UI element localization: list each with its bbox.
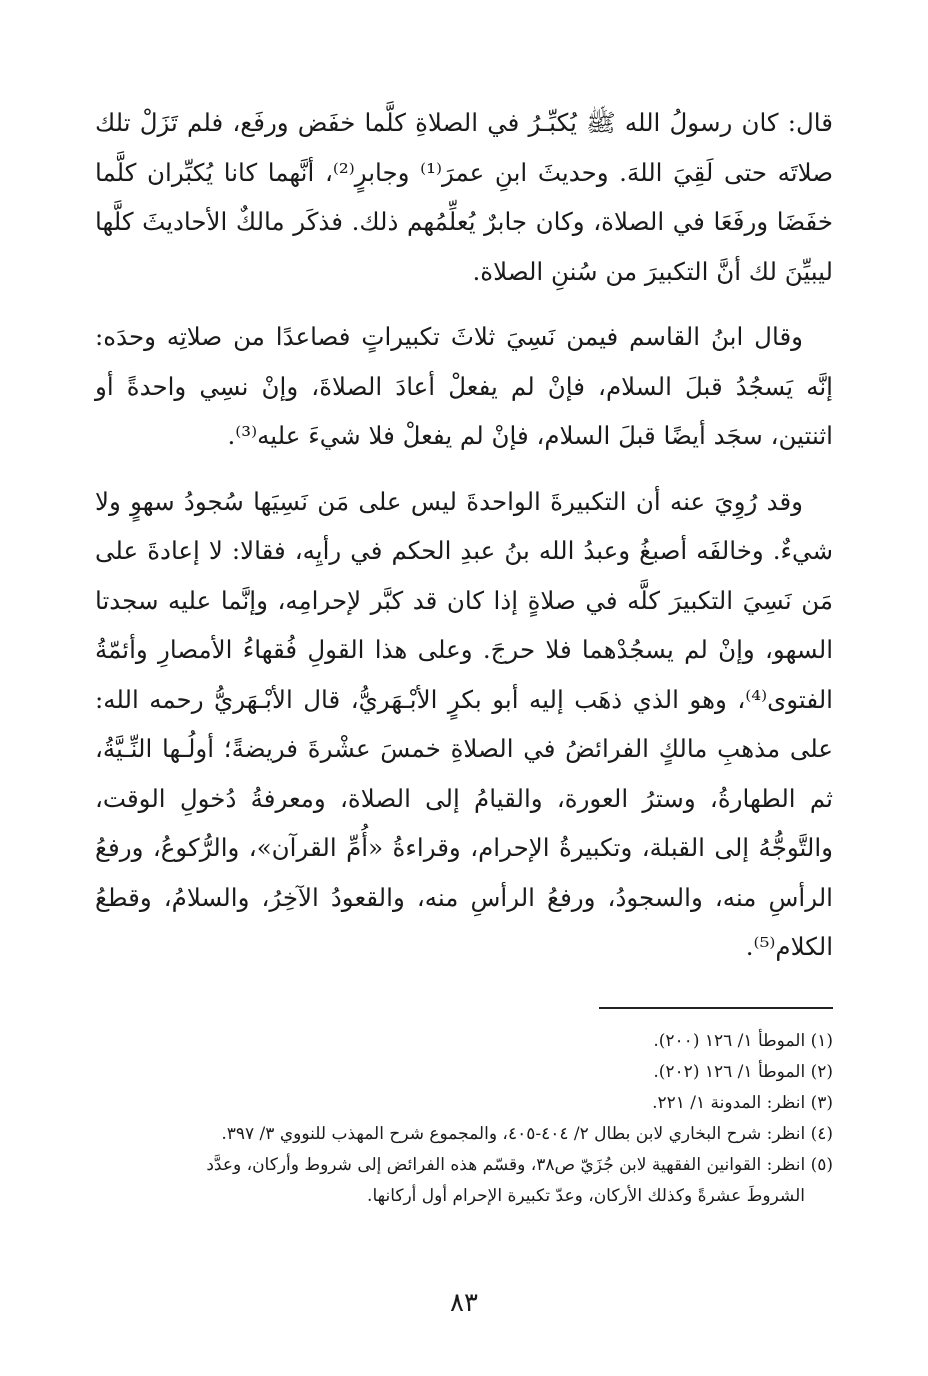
footnote-1: (١) الموطأ ١/ ١٢٦ (٢٠٠). [653, 1031, 833, 1051]
paragraph-2: وقال ابنُ القاسم فيمن نَسِيَ ثلاثَ تكبيراتٍ فصاعدًا من صلاتِه وحدَه: إنَّه يَسجُدُ قبلَ السلام، فإنْ لم يفعلْ أعادَ الصلاةَ، وإنْ نسِي واحدةً أو اثنتين، سجَد أيضًا قبلَ السلام، فإنْ لم يفعلْ فلا شيءَ عليه⁽³⁾. [95, 322, 833, 450]
page-number: ٨٣ [450, 1288, 478, 1318]
footnote-3: (٣) انظر: المدونة ١/ ٢٢١. [652, 1093, 833, 1113]
footnote-2: (٢) الموطأ ١/ ١٢٦ (٢٠٢). [653, 1062, 833, 1082]
footnotes [95, 1026, 833, 1212]
footnote-divider [599, 1007, 833, 1009]
footnote-4: (٤) انظر: شرح البخاري لابن بطال ٢/ ٤٠٤-٤٠٥، والمجموع شرح المهذب للنووي ٣/ ٣٩٧. [221, 1124, 833, 1144]
paragraph-1: قال: كان رسولُ الله ﷺ يُكبِّـرُ في الصلاةِ كلَّما خفَض ورفَع، فلم تَزَلْ تلك صلاتَه حتى لَقِيَ اللهَ. وحديثَ ابنِ عمرَ⁽¹⁾ وجابرٍ⁽²⁾، أنَّهما كانا يُكبِّران كلَّما خفَضَا ورفَعَا في الصلاة، وكان جابرٌ يُعلِّمُهم ذلك. فذكَر مالكٌ الأحاديثَ كلَّها ليبيِّنَ لك أنَّ التكبيرَ من سُننِ الصلاة. [95, 108, 833, 286]
paragraph-3: وقد رُوِيَ عنه أن التكبيرةَ الواحدةَ ليس على مَن نَسِيَها سُجودُ سهوٍ ولا شيءٌ. وخالفَه أصبغُ وعبدُ الله بنُ عبدِ الحكم في رأيِه، فقالا: لا إعادةَ على مَن نَسِيَ التكبيرَ كلَّه في صلاةٍ إذا كان قد كبَّر لإحرامِه، وإنَّما عليه سجدتا السهو، وإنْ لم يسجُدْهما فلا حرجَ. وعلى هذا القولِ فُقهاءُ الأمصارِ وأئمّةُ الفتوى⁽⁴⁾، وهو الذي ذهَب إليه أبو بكرٍ الأبْـهَريُّ، قال الأبْـهَريُّ رحمه الله: على مذهبِ مالكٍ الفرائضُ في الصلاةِ خمسَ عشْرةَ فريضةً؛ أولُـها النِّـيَّةُ، ثم الطهارةُ، وسترُ العورة، والقيامُ إلى الصلاة، ومعرفةُ دُخولِ الوقت، والتَّوجُّهُ إلى القبلة، وتكبيرةُ الإحرام، وقراءةُ «أُمِّ القرآن»، والرُّكوعُ، ورفعُ الرأسِ منه، والسجودُ، ورفعُ الرأسِ منه، والقعودُ الآخِرُ، والسلامُ، وقطعُ الكلام⁽⁵⁾. [95, 486, 833, 961]
footnote-5-line-2: الشروطَ عشرةً وكذلك الأركان، وعدّ تكبيرة الإحرام أول أركانها. [367, 1186, 805, 1206]
footnote-5-line-1: (٥) انظر: القوانين الفقهية لابن جُزَيّ ص٣٨، وقسّم هذه الفرائض إلى شروط وأركان، وعدَّد [206, 1155, 833, 1175]
footnote-5 [95, 1150, 833, 1212]
main-text [95, 98, 833, 988]
